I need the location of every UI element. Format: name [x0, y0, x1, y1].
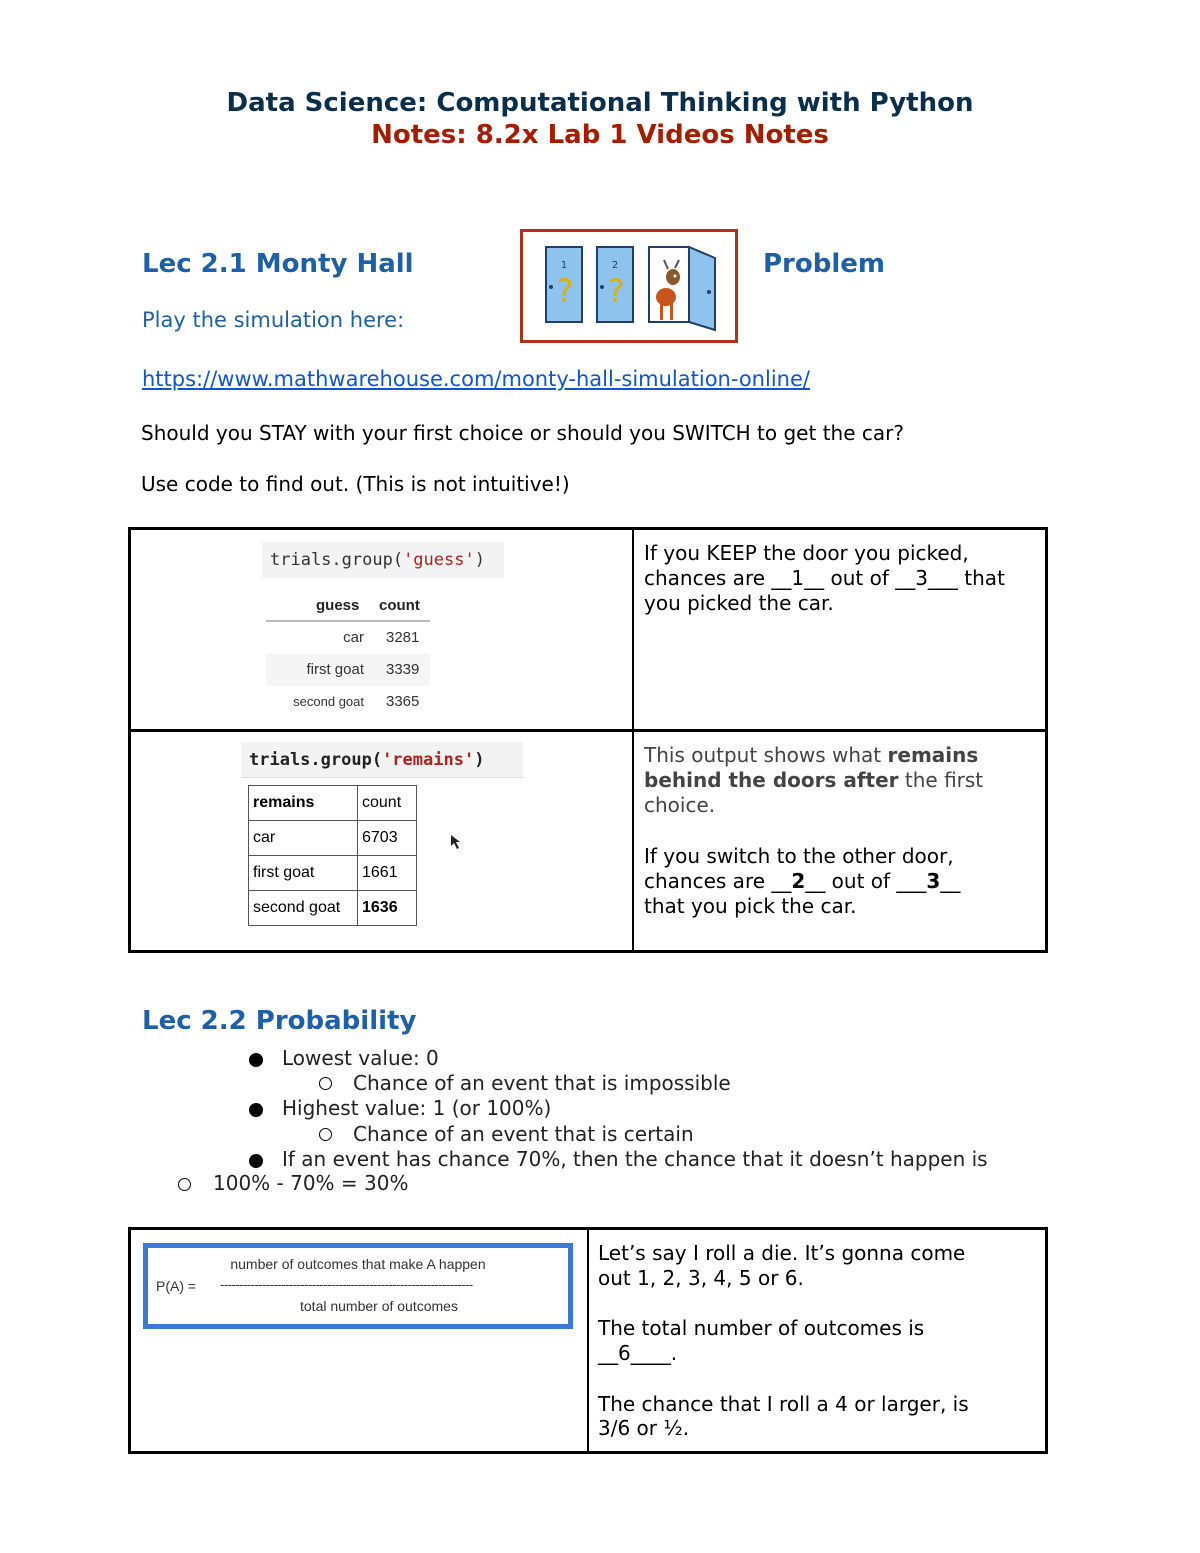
use-code-text: Use code to find out. (This is not intuitive!)	[141, 472, 570, 496]
header-count: count	[358, 786, 417, 821]
bullet-dot-icon	[249, 1053, 263, 1067]
text-emphasis: behind the doors after	[644, 768, 899, 792]
bullet-circle-icon	[178, 1178, 191, 1191]
remains-text-line-3: choice.	[644, 793, 716, 817]
header-guess: guess	[316, 597, 360, 614]
remains-row-count: 1636	[358, 891, 417, 926]
play-simulation-text: Play the simulation here:	[142, 308, 405, 332]
stay-or-switch-question: Should you STAY with your first choice or should you SWITCH to get the car?	[141, 421, 904, 445]
bullet-dot-icon	[249, 1154, 263, 1168]
bullet-dot-icon	[249, 1103, 263, 1117]
guess-row-count: 3365	[386, 693, 420, 710]
switch-text-line-3: that you pick the car.	[644, 894, 857, 918]
die-text-3: The total number of outcomes is	[598, 1316, 925, 1340]
table2-column-divider	[587, 1227, 589, 1454]
die-text-2: out 1, 2, 3, 4, 5 or 6.	[598, 1266, 804, 1290]
die-text-5: The chance that I roll a 4 or larger, is	[598, 1392, 969, 1416]
door-1-knob	[549, 285, 553, 289]
guess-output-table	[266, 590, 430, 720]
monty-hall-doors-image	[520, 229, 738, 343]
remains-row-count: 1661	[358, 856, 417, 891]
header-remains: remains	[249, 786, 358, 821]
bullet-impossible: Chance of an event that is impossible	[353, 1071, 731, 1095]
simulation-link[interactable]: https://www.mathwarehouse.com/monty-hall-simulation-online/	[142, 367, 810, 391]
code-close: )	[474, 750, 485, 770]
answer-2: 2	[791, 869, 806, 893]
remains-text-line-2	[644, 768, 983, 793]
bullet-circle-icon	[319, 1128, 332, 1141]
text-emphasis: remains	[887, 743, 979, 767]
door-2-number: 2	[611, 260, 619, 271]
bullet-highest-value: Highest value: 1 (or 100%)	[282, 1096, 552, 1120]
code-function: trials.group(	[249, 750, 383, 770]
door-3-knob	[707, 290, 711, 294]
remains-row-label: first goat	[249, 856, 358, 891]
keep-door-text-3: you picked the car.	[644, 591, 834, 615]
remains-text-line-1	[644, 743, 978, 768]
probability-formula-box	[143, 1243, 573, 1329]
code-argument: 'guess'	[403, 550, 475, 570]
door-1-number: 1	[560, 260, 568, 271]
document-subtitle: Notes: 8.2x Lab 1 Videos Notes	[371, 120, 829, 150]
guess-row-label: car	[343, 629, 364, 646]
die-text-4: __6____.	[598, 1341, 678, 1365]
remains-row-count: 6703	[358, 821, 417, 856]
code-close: )	[474, 550, 485, 570]
table1-column-divider	[632, 527, 634, 953]
guess-row-label: first goat	[306, 661, 364, 678]
document-title: Data Science: Computational Thinking with Python	[226, 88, 974, 118]
formula-fraction-line: ------------------------------------------------------------------	[220, 1277, 473, 1292]
doors-illustration	[523, 232, 735, 340]
mouse-cursor-icon	[450, 834, 462, 850]
header-count: count	[379, 597, 420, 614]
door-2-knob	[600, 285, 604, 289]
remains-output-table	[248, 785, 417, 926]
keep-door-text-2: chances are __1__ out of __3___ that	[644, 566, 1005, 590]
switch-text-line-2	[644, 869, 960, 894]
door-3-frame	[649, 247, 689, 322]
guess-row-label: second goat	[293, 694, 364, 709]
formula-numerator: number of outcomes that make A happen	[230, 1256, 486, 1272]
formula-denominator: total number of outcomes	[300, 1298, 458, 1314]
answer-3: 3	[926, 869, 941, 893]
section-heading-monty-hall: Lec 2.1 Monty Hall	[142, 249, 414, 279]
guess-row-count: 3339	[386, 661, 420, 678]
switch-text-line-1: If you switch to the other door,	[644, 844, 954, 868]
bullet-circle-icon	[319, 1077, 332, 1090]
die-text-6: 3/6 or ½.	[598, 1416, 690, 1440]
code-cell-remains	[241, 742, 523, 778]
code-cell-guess	[262, 542, 504, 578]
die-text-1: Let’s say I roll a die. It’s gonna come	[598, 1241, 966, 1265]
remains-row-label: second goat	[249, 891, 358, 926]
text-part: chances are __	[644, 869, 792, 893]
formula-lhs: P(A) =	[156, 1278, 197, 1294]
text-part: __ out of ___	[805, 869, 927, 893]
table1-row-divider	[128, 729, 1048, 732]
code-argument: 'remains'	[382, 750, 475, 770]
section-heading-problem: Problem	[763, 249, 885, 279]
door-3-open	[689, 247, 715, 330]
text-part: the first	[898, 768, 984, 792]
remains-row-label: car	[249, 821, 358, 856]
keep-door-text-1: If you KEEP the door you picked,	[644, 541, 969, 565]
bullet-lowest-value: Lowest value: 0	[282, 1046, 439, 1070]
door-2-question-mark: ?	[607, 272, 625, 310]
bullet-certain: Chance of an event that is certain	[353, 1122, 694, 1146]
text-part: __	[940, 869, 961, 893]
bullet-complement: If an event has chance 70%, then the chance that it doesn’t happen is	[282, 1147, 988, 1171]
bullet-complement-result: 100% - 70% = 30%	[213, 1171, 409, 1195]
text-part: This output shows what	[644, 743, 888, 767]
guess-row-count: 3281	[386, 629, 420, 646]
section-heading-probability: Lec 2.2 Probability	[142, 1006, 417, 1036]
door-1-question-mark: ?	[556, 272, 574, 310]
code-function: trials.group(	[270, 550, 404, 570]
